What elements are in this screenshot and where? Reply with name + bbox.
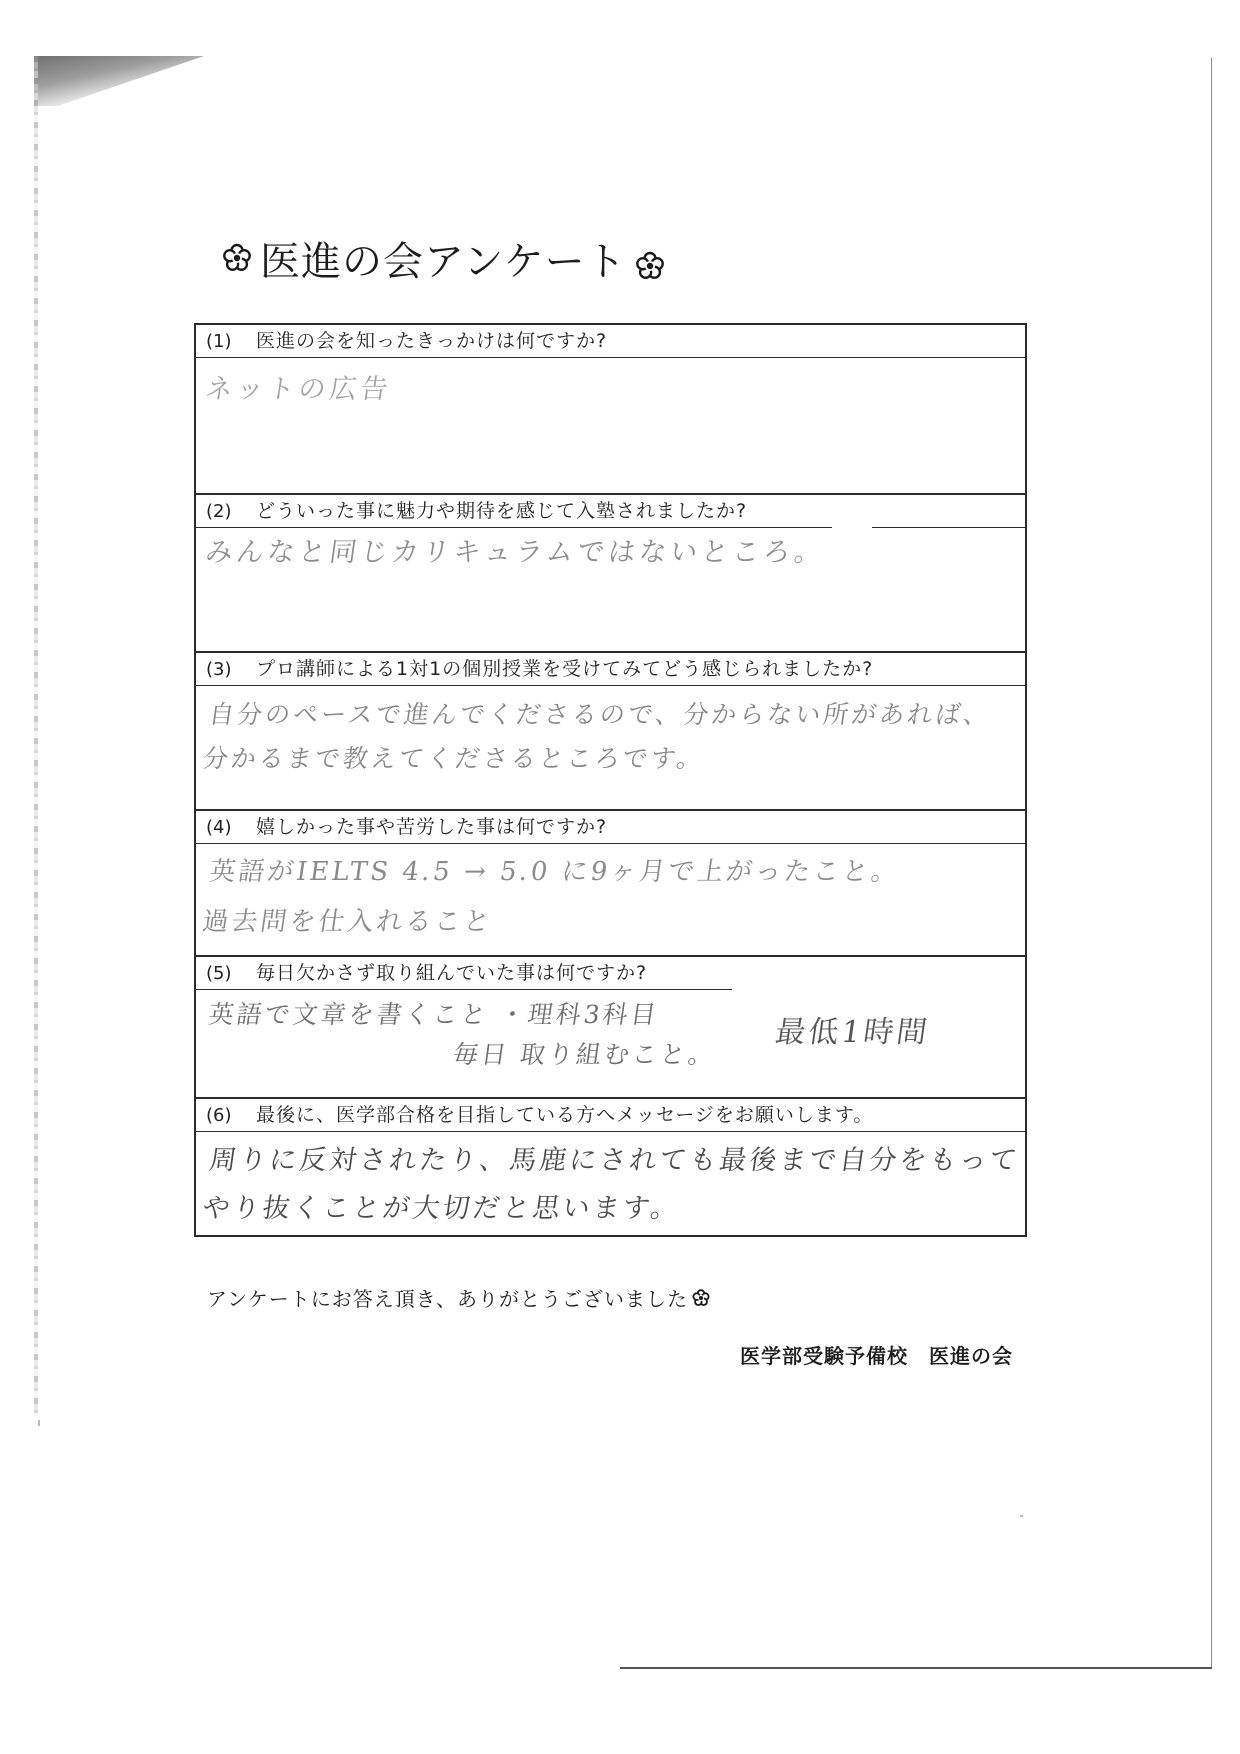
- question-underline: [196, 843, 1025, 844]
- question-text: 最後に、医学部合格を目指している方へメッセージをお願いします。: [256, 1104, 874, 1126]
- answer-1: [203, 367, 394, 406]
- scan-speck: [1020, 1515, 1023, 1517]
- flower-icon: [222, 243, 252, 273]
- question-underline: [196, 1131, 1025, 1132]
- survey-form: [194, 323, 1027, 1237]
- question-text: どういった事に魅力や期待を感じて入塾されましたか?: [256, 500, 748, 522]
- question-section-3: [196, 651, 1025, 811]
- question-1: [196, 325, 1025, 357]
- question-section-2: [196, 493, 1025, 653]
- question-text: 毎日欠かさず取り組んでいた事は何ですか?: [256, 962, 648, 984]
- answer-line: 最低1時間: [773, 1015, 933, 1050]
- question-2: [196, 495, 1025, 527]
- answer-line: ネットの広告: [203, 374, 394, 405]
- survey-title-text: 医進の会アンケート: [260, 238, 627, 285]
- answer-line: 英語がIELTS 4.5 → 5.0 に9ヶ月で上がったこと。: [207, 857, 903, 887]
- answer-line: 過去問を仕入れること: [200, 907, 495, 937]
- scan-right-edge: [1211, 58, 1212, 1668]
- question-section-6: [196, 1097, 1025, 1237]
- question-number: (6): [206, 1105, 232, 1126]
- answer-5-note: [773, 1007, 933, 1051]
- scan-left-edge-shadow: [34, 56, 38, 1416]
- answer-line: 自分のペースで進んでくださるので、分からない所があれば、: [207, 700, 994, 729]
- question-underline: [872, 527, 1025, 528]
- question-4: [196, 811, 1025, 843]
- scan-bottom-edge: [620, 1667, 1212, 1669]
- question-number: (4): [206, 817, 232, 838]
- question-5: [196, 957, 1025, 989]
- answer-line: 分かるまで教えてくださるところです。: [200, 744, 707, 773]
- flower-icon: [635, 251, 665, 281]
- thanks-message: [207, 1283, 710, 1312]
- question-underline: [196, 989, 732, 990]
- question-3: [196, 653, 1025, 685]
- question-section-4: [196, 809, 1025, 957]
- answer-line: 周りに反対されたり、馬鹿にされても最後まで自分をもって: [207, 1145, 1022, 1176]
- thanks-text: アンケートにお答え頂き、ありがとうございました: [207, 1287, 688, 1311]
- scan-speck: [38, 1420, 40, 1426]
- question-text: 医進の会を知ったきっかけは何ですか?: [256, 330, 608, 352]
- answer-5: [200, 995, 724, 1075]
- question-number: (3): [206, 659, 232, 680]
- school-name: 医学部受験予備校 医進の会: [740, 1344, 1013, 1368]
- answer-6: [199, 1137, 1022, 1233]
- answer-line: みんなと同じカリキュラムではないところ。: [203, 537, 828, 568]
- question-text: 嬉しかった事や苦労した事は何ですか?: [256, 816, 608, 838]
- answer-line: 英語で文章を書くこと ・理科3科目: [206, 1000, 661, 1029]
- question-number: (1): [206, 331, 232, 352]
- question-section-1: [196, 325, 1025, 493]
- answer-line: 毎日 取り組むこと。: [451, 1040, 719, 1069]
- question-section-5: [196, 955, 1025, 1099]
- answer-line: やり抜くことが大切だと思います。: [200, 1193, 683, 1224]
- scan-corner-shadow: [34, 56, 204, 106]
- question-text: プロ講師による1対1の個別授業を受けてみてどう感じられましたか?: [256, 658, 874, 680]
- question-number: (5): [206, 963, 232, 984]
- answer-3: [200, 693, 995, 781]
- question-underline: [196, 685, 1025, 686]
- answer-4: [199, 847, 904, 947]
- flower-icon: [692, 1289, 710, 1307]
- answer-2: [203, 530, 828, 569]
- question-number: (2): [206, 501, 232, 522]
- question-underline: [196, 527, 832, 528]
- survey-title: [222, 228, 665, 288]
- question-underline: [196, 357, 1025, 358]
- question-6: [196, 1099, 1025, 1131]
